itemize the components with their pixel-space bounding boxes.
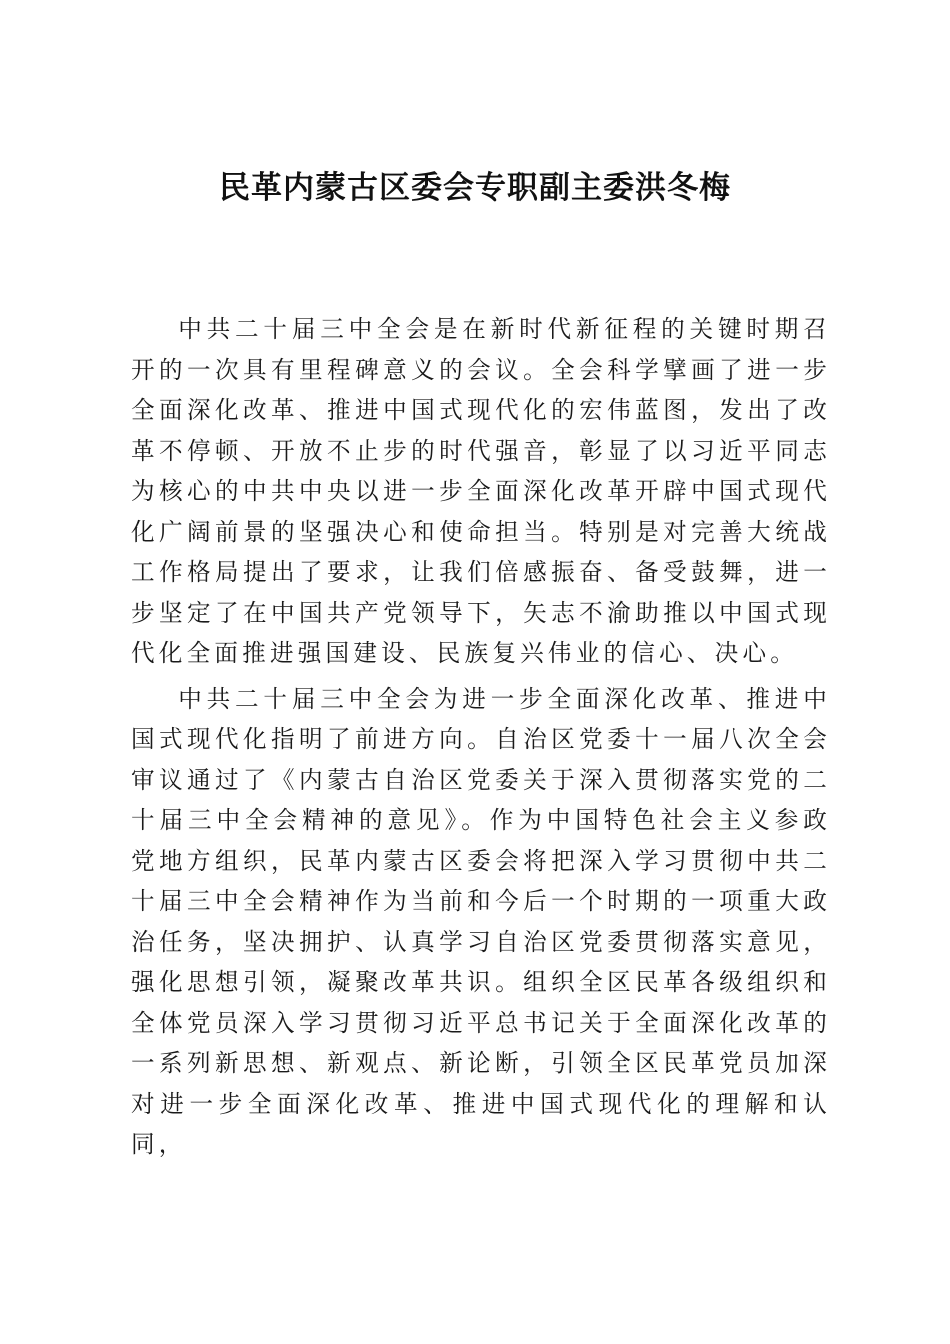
document-title: 民革内蒙古区委会专职副主委洪冬梅	[219, 170, 731, 206]
body-paragraph-2: 中共二十届三中全会为进一步全面深化改革、推进中国式现代化指明了前进方向。自治区党委十一届八次全会审议通过了《内蒙古自治区党委关于深入贯彻落实党的二十届三中全会精神的意见》。作为中国特色社会主义参政党地方组织，民革内蒙古区委会将把深入学习贯彻中共二十届三中全会精神作为当前和今后一个时期的一项重大政治任务，坚决拥护、认真学习自治区党委贯彻落实意见，强化思想引领，凝聚改革共识。组织全区民革各级组织和全体党员深入学习贯彻习近平总书记关于全面深化改革的一系列新思想、新观点、新论断，引领全区民革党员加深对进一步全面深化改革、推进中国式现代化的理解和认同，	[131, 684, 831, 1158]
document-body	[131, 309, 831, 1170]
body-paragraph-1: 中共二十届三中全会是在新时代新征程的关键时期召开的一次具有里程碑意义的会议。全会科学擘画了进一步全面深化改革、推进中国式现代化的宏伟蓝图，发出了改革不停顿、开放不止步的时代强音，彰显了以习近平同志为核心的中共中央以进一步全面深化改革开辟中国式现代化广阔前景的坚强决心和使命担当。特别是对完善大统战工作格局提出了要求，让我们倍感振奋、备受鼓舞，进一步坚定了在中国共产党领导下，矢志不渝助推以中国式现代化全面推进强国建设、民族复兴伟业的信心、决心。	[131, 315, 831, 667]
